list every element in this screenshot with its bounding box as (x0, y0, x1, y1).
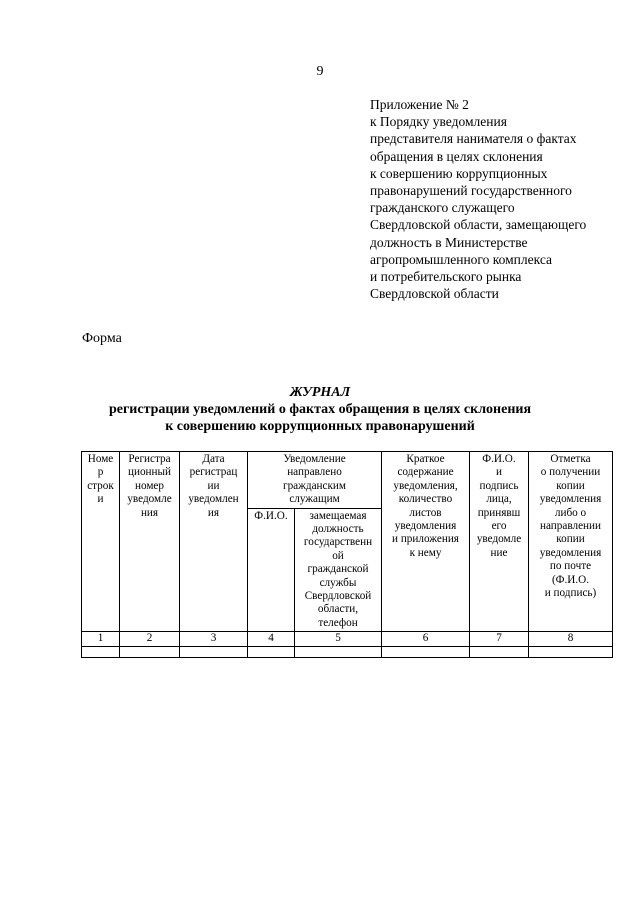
header-fio: Ф.И.О. (248, 508, 295, 632)
empty-cell (529, 646, 613, 657)
appendix-line: к совершению коррупционных (370, 165, 548, 181)
column-number: 1 (82, 632, 120, 646)
appendix-line: Свердловской области, замещающего (370, 217, 587, 233)
empty-cell (382, 646, 470, 657)
header-row-number: Номе р строк и (82, 452, 120, 632)
column-number: 5 (295, 632, 382, 646)
empty-cell (120, 646, 180, 657)
table-header-row (82, 452, 613, 509)
header-registration-date: Дата регистрац ии уведомлен ия (180, 452, 248, 632)
table-number-row (82, 632, 613, 646)
header-notification-sent-by: Уведомление направлено гражданским служащим (248, 452, 382, 509)
empty-cell (295, 646, 382, 657)
empty-cell (82, 646, 120, 657)
header-receiver: Ф.И.О. и подпись лица, принявш его уведомле ние (470, 452, 529, 632)
page-number: 9 (316, 64, 324, 79)
journal-subtitle-line: к совершению коррупционных правонарушений (165, 419, 475, 434)
journal-title: ЖУРНАЛ (289, 385, 351, 400)
header-registration-number: Регистра ционный номер уведомле ния (120, 452, 180, 632)
appendix-line: должность в Министерстве (370, 234, 528, 250)
appendix-line: и потребительского рынка (370, 269, 522, 285)
journal-subtitle-line: регистрации уведомлений о фактах обращения в целях склонения (108, 402, 532, 417)
header-summary: Краткое содержание уведомления, количество листов уведомления и приложения к нему (382, 452, 470, 632)
appendix-line: Приложение № 2 (370, 97, 469, 112)
column-number: 4 (248, 632, 295, 646)
appendix-block (370, 96, 632, 302)
column-number: 2 (120, 632, 180, 646)
appendix-line: агропромышленного комплекса (370, 251, 552, 267)
empty-cell (180, 646, 248, 657)
header-copy-mark: Отметка о получении копии уведомления либо о направлении копии уведомления по почте (Ф.И.О. и подпись) (529, 452, 613, 632)
column-number: 7 (470, 632, 529, 646)
table-empty-row (82, 646, 613, 657)
column-number: 3 (180, 632, 248, 646)
appendix-line: представителя нанимателя о фактах (370, 131, 577, 147)
column-number: 6 (382, 632, 470, 646)
appendix-line: обращения в целях склонения (370, 148, 543, 164)
appendix-line: правонарушений государственного (370, 183, 572, 199)
appendix-line: гражданского служащего (370, 200, 515, 216)
appendix-line: Свердловской области (370, 286, 499, 302)
journal-title-block (0, 384, 640, 435)
empty-cell (248, 646, 295, 657)
form-label: Форма (82, 331, 122, 346)
column-number: 8 (529, 632, 613, 646)
appendix-line: к Порядку уведомления (370, 114, 507, 130)
empty-cell (470, 646, 529, 657)
journal-table (81, 451, 613, 658)
header-position: замещаемая должность государственн ой гражданской службы Свердловской области, телефон (295, 508, 382, 632)
